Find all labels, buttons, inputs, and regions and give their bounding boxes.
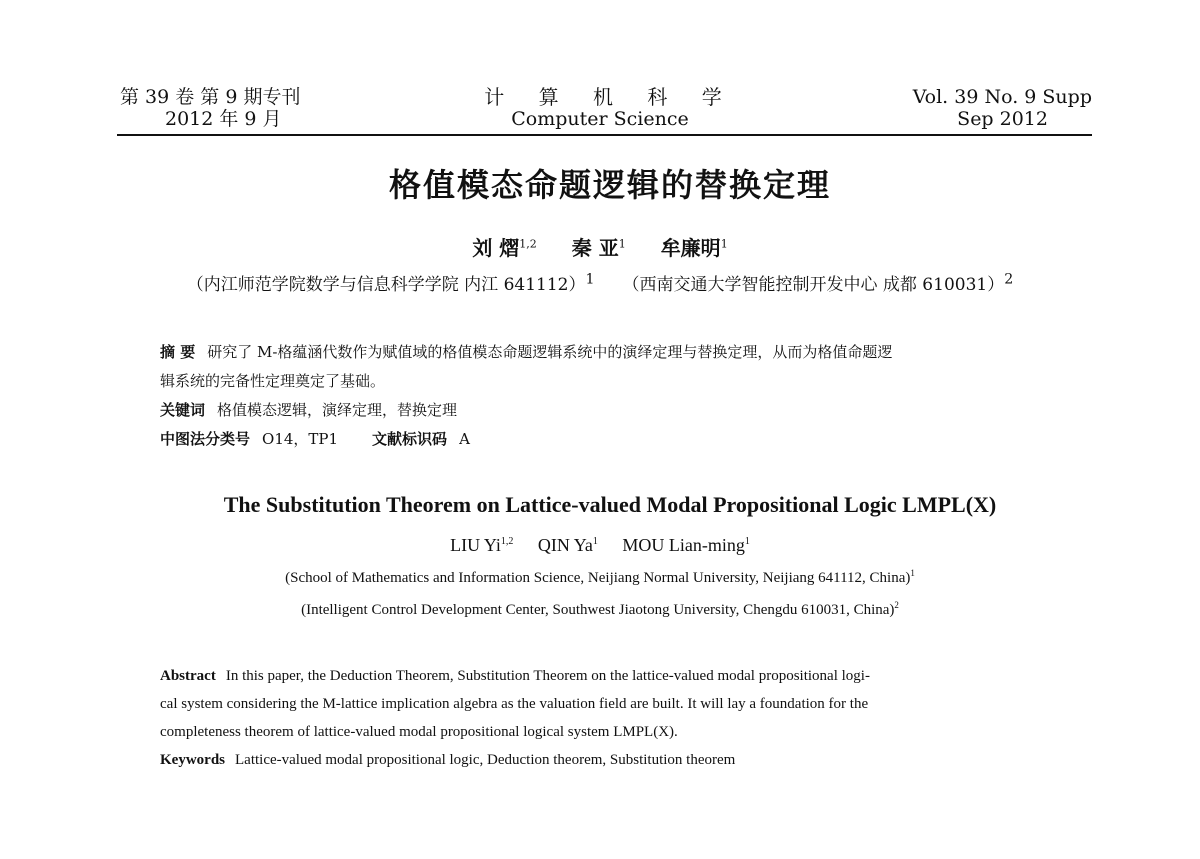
journal-name-cn: 计 算 机 科 学	[484, 85, 736, 109]
author-affil-mark: 1	[618, 237, 626, 251]
classification-cn	[160, 425, 1060, 454]
journal-name-en: Computer Science	[511, 108, 689, 130]
author-name: 秦 亚	[571, 236, 619, 260]
keywords-en	[160, 746, 1060, 774]
header-rule	[117, 134, 1092, 136]
header-volume-issue: 第 39 卷 第 9 期专刊	[120, 86, 301, 108]
author-en	[450, 535, 513, 555]
author-name: LIU Yi	[450, 535, 501, 555]
class-label: 中图法分类号	[160, 430, 251, 448]
author-affil-mark: 1,2	[519, 237, 537, 251]
authors-cn	[0, 232, 1200, 261]
class-value: O14，TP1	[262, 430, 339, 448]
abstract-en	[160, 662, 1060, 774]
keywords-en-text: Lattice-valued modal propositional logic, Deduction theorem, Substitution theorem	[235, 752, 736, 768]
keywords-en-label: Keywords	[160, 752, 225, 768]
author-affil-mark: 1,2	[500, 536, 514, 547]
doc-code-value: A	[459, 430, 470, 448]
paper-title-cn: 格值模态命题逻辑的替换定理	[388, 166, 831, 204]
author-affil-mark: 1	[744, 536, 750, 547]
author-name: QIN Ya	[537, 535, 593, 555]
author-cn	[572, 236, 626, 260]
author-affil-mark: 1	[592, 536, 598, 547]
header-volume-en	[913, 86, 1092, 130]
header-vol-no: Vol. 39 No. 9 Supp	[912, 86, 1092, 108]
affil-mark: 2	[1004, 271, 1014, 288]
author-cn	[661, 236, 728, 260]
keywords-cn-text: 格值模态逻辑，演绎定理，替换定理	[217, 401, 458, 419]
author-name: 刘 熠	[472, 236, 520, 260]
keywords-cn-label: 关键词	[160, 401, 206, 419]
abstract-cn-label: 摘 要	[160, 343, 196, 361]
doc-code-label: 文献标识码	[372, 430, 448, 448]
affil-mark: 1	[585, 271, 595, 288]
author-en	[622, 535, 749, 555]
affiliation-en-1	[0, 568, 1200, 587]
abstract-cn	[160, 338, 1060, 454]
abstract-cn-line	[160, 338, 1060, 367]
author-affil-mark: 1	[720, 237, 728, 251]
affil-mark: 2	[894, 600, 899, 610]
abstract-cn-text: 研究了 M-格蕴涵代数作为赋值域的格值模态命题逻辑系统中的演绎定理与替换定理，从而为格值命题逻	[207, 343, 893, 361]
affiliation-text: (School of Mathematics and Information Science, Neijiang Normal University, Neijiang 641112, China)	[285, 570, 911, 586]
abstract-en-line	[160, 662, 1060, 690]
keywords-cn	[160, 396, 1060, 425]
author-name: MOU Lian-ming	[622, 535, 745, 555]
header-date-en: Sep 2012	[957, 108, 1048, 130]
affil-mark: 1	[910, 568, 915, 578]
abstract-en-line: cal system considering the M-lattice implication algebra as the valuation field are built. It will lay a foundation for the	[160, 696, 869, 712]
abstract-en-label: Abstract	[160, 668, 216, 684]
abstract-cn-line: 辑系统的完备性定理奠定了基础。	[160, 372, 386, 390]
affiliations-cn	[0, 270, 1200, 295]
author-cn	[472, 236, 536, 260]
abstract-en-line: completeness theorem of lattice-valued modal propositional logical system LMPL(X).	[160, 724, 678, 740]
abstract-en-text: In this paper, the Deduction Theorem, Substitution Theorem on the lattice-valued modal propositional logi-	[225, 668, 870, 684]
affiliation-en-2	[0, 600, 1200, 619]
author-en	[538, 535, 598, 555]
paper-title-en: The Substitution Theorem on Lattice-valued Modal Propositional Logic LMPL(X)	[223, 492, 997, 517]
affiliation-cn-1: （内江师范学院数学与信息科学学院 内江 641112）	[186, 275, 586, 295]
affiliation-cn-2: （西南交通大学智能控制开发中心 成都 610031）	[622, 275, 1005, 295]
authors-en	[0, 535, 1200, 556]
author-name: 牟廉明	[660, 236, 721, 260]
affiliation-text: (Intelligent Control Development Center, Southwest Jiaotong University, Chengdu 610031, China)	[301, 602, 895, 618]
header-date-cn: 2012 年 9 月	[165, 108, 282, 130]
